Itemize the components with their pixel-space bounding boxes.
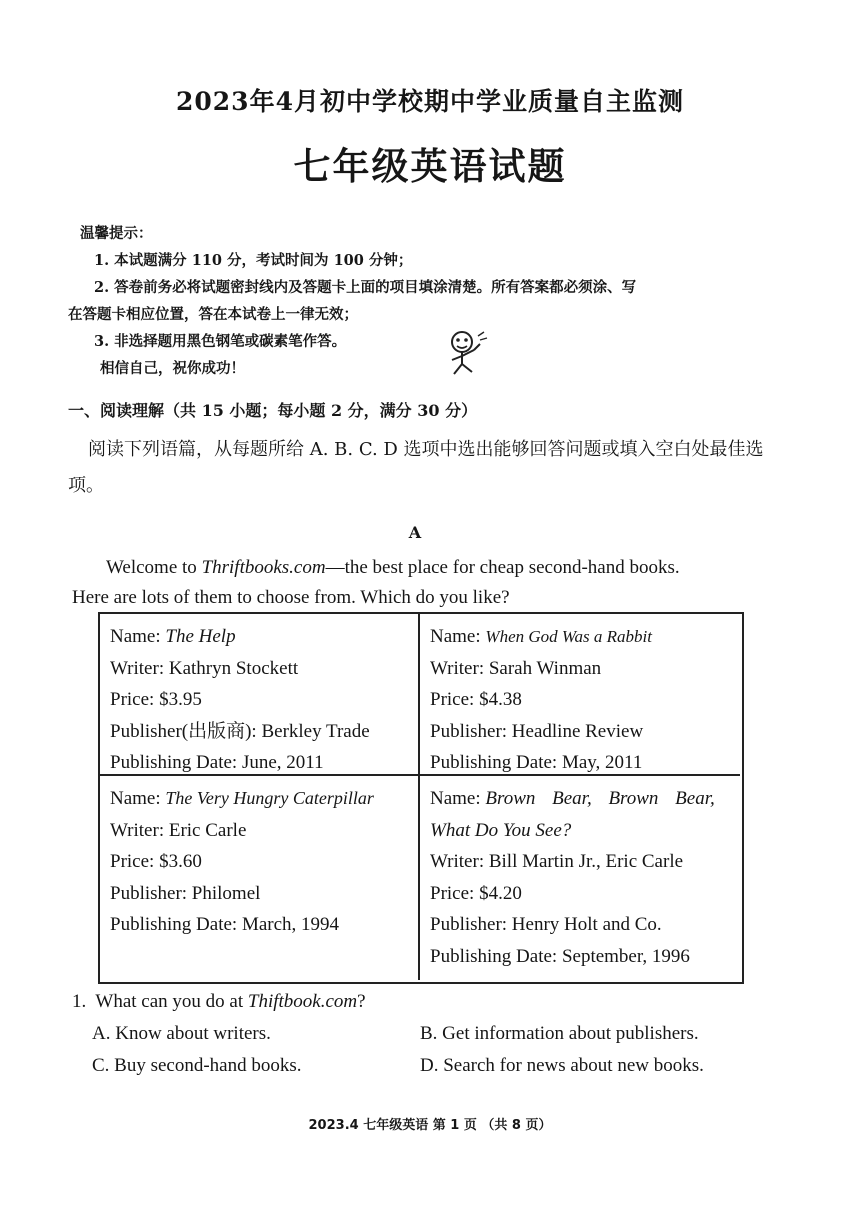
- book-title: Brown Bear, Brown Bear,: [485, 788, 715, 809]
- name-label: Name:: [110, 788, 166, 809]
- book-writer: Writer: Sarah Winman: [430, 657, 602, 679]
- book-title: The Help: [165, 626, 236, 647]
- intro-line-2: Here are lots of them to choose from. Which do you like?: [72, 587, 510, 608]
- book-title-cont: What Do You See?: [430, 819, 572, 841]
- section-instruction: 阅读下列语篇，从每题所给 A. B. C. D 选项中选出能够回答问题或填入空白处最佳选项。: [68, 439, 764, 496]
- intro-line-1: [72, 553, 762, 583]
- page-footer: 2023.4 七年级英语 第 1 页 （共 8 页）: [308, 1118, 552, 1133]
- intro-site: Thriftbooks.com: [201, 557, 326, 578]
- tips-closing: 相信自己，祝你成功！: [100, 360, 245, 377]
- book-writer: Writer: Eric Carle: [110, 819, 247, 841]
- book-date: Publishing Date: May, 2011: [430, 752, 643, 773]
- book-card: [100, 776, 420, 980]
- question-1-stem: [72, 986, 772, 1017]
- tip-item-2-cont: 在答题卡相应位置，答在本试卷上一律无效；: [68, 306, 358, 323]
- book-date: Publishing Date: March, 1994: [110, 914, 340, 935]
- cartoon-mascot-icon: [440, 326, 490, 378]
- intro-pre: Welcome to: [106, 557, 202, 578]
- question-mark: ?: [357, 991, 366, 1012]
- book-card: [100, 614, 420, 776]
- passage-intro: [72, 553, 762, 613]
- option-c[interactable]: C. Buy second-hand books.: [92, 1055, 302, 1076]
- book-card: [420, 776, 740, 980]
- passage-letter: A: [408, 523, 422, 542]
- book-price: Price: $3.60: [110, 851, 202, 872]
- option-a[interactable]: A. Know about writers.: [92, 1023, 271, 1044]
- name-label: Name:: [110, 626, 166, 647]
- book-title: The Very Hungry Caterpillar: [165, 788, 374, 808]
- tip-item-1: 1. 本试题满分 110 分，考试时间为 100 分钟；: [94, 252, 413, 269]
- tips-block: [68, 220, 788, 382]
- tip-item-2: 2. 答卷前务必将试题密封线内及答题卡上面的项目填涂清楚。所有答案都必须涂、写: [94, 279, 637, 296]
- book-publisher: Publisher: Headline Review: [430, 720, 644, 742]
- exam-title: 2023年4月初中学校期中学业质量自主监测: [176, 87, 684, 116]
- name-label: Name:: [430, 626, 486, 647]
- section-heading: 一、阅读理解（共 15 小题；每小题 2 分，满分 30 分）: [68, 401, 478, 420]
- name-label: Name:: [430, 788, 486, 809]
- book-price: Price: $4.20: [430, 882, 522, 904]
- book-price: Price: $4.38: [430, 689, 522, 710]
- book-name: [430, 621, 740, 653]
- option-b[interactable]: B. Get information about publishers.: [420, 1023, 699, 1044]
- book-title: When God Was a Rabbit: [485, 627, 652, 646]
- question-site: Thiftbook.com: [247, 991, 358, 1012]
- option-d[interactable]: D. Search for news about new books.: [420, 1055, 704, 1076]
- book-name: [430, 783, 740, 815]
- book-date: Publishing Date: June, 2011: [110, 752, 324, 773]
- book-name: [110, 621, 418, 653]
- book-publisher: Publisher: Philomel: [110, 882, 261, 904]
- book-card: [420, 614, 740, 776]
- book-publisher: Publisher(出版商): Berkley Trade: [110, 720, 370, 742]
- tips-heading: 温馨提示：: [80, 225, 153, 242]
- question-text: 1. What can you do at: [72, 991, 248, 1012]
- book-name: [110, 783, 418, 815]
- intro-post: —the best place for cheap second-hand books.: [325, 557, 680, 578]
- book-writer: Writer: Bill Martin Jr., Eric Carle: [430, 851, 684, 872]
- question-1-options: [92, 1018, 772, 1082]
- book-writer: Writer: Kathryn Stockett: [110, 657, 299, 679]
- subject-title: 七年级英语试题: [293, 144, 567, 188]
- book-name-cont: [430, 815, 740, 847]
- tip-item-3: 3. 非选择题用黑色钢笔或碳素笔作答。: [94, 333, 347, 350]
- book-price: Price: $3.95: [110, 689, 202, 710]
- book-publisher: Publisher: Henry Holt and Co.: [430, 914, 662, 935]
- books-table: [98, 612, 744, 984]
- book-date: Publishing Date: September, 1996: [430, 945, 690, 967]
